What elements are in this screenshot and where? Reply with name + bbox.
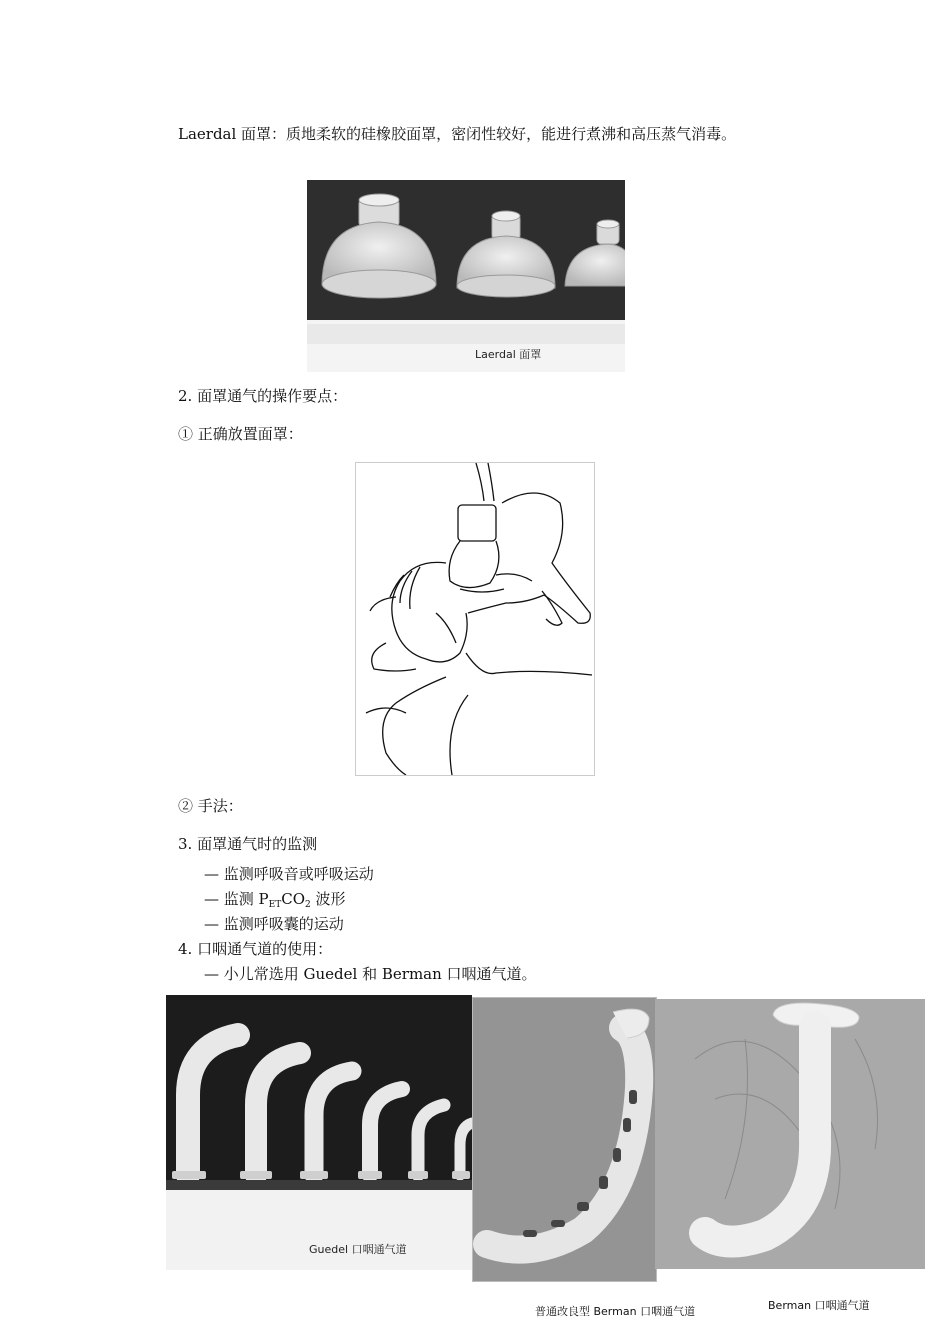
section-4-heading: 4. 口咽通气道的使用： <box>178 940 333 958</box>
petco2-prefix: — 监测 P <box>204 890 269 908</box>
berman-airway-photo <box>655 999 925 1269</box>
guedel-airway-photo <box>166 995 472 1270</box>
laerdal-mask-photo <box>307 180 625 372</box>
airway-item: — 小儿常选用 Guedel 和 Berman 口咽通气道。 <box>204 965 537 983</box>
monitor-item-breath-sounds: — 监测呼吸音或呼吸运动 <box>204 865 374 883</box>
petco2-suffix: 波形 <box>310 890 346 908</box>
modified-berman-caption: 普通改良型 Berman 口咽通气道 <box>535 1305 696 1318</box>
petco2-co: CO <box>281 890 305 908</box>
petco2-sub-2: 2 <box>305 900 311 910</box>
step-2-label: ② 手法： <box>178 797 243 815</box>
modified-berman-airway-photo <box>472 997 657 1282</box>
laerdal-paragraph: Laerdal 面罩：质地柔软的硅橡胶面罩，密闭性较好，能进行煮沸和高压蒸气消毒。 <box>178 125 737 143</box>
step-1-label: ① 正确放置面罩： <box>178 425 303 443</box>
laerdal-caption: Laerdal 面罩 <box>475 348 542 361</box>
berman-caption: Berman 口咽通气道 <box>768 1299 870 1312</box>
mask-placement-drawing <box>355 462 595 776</box>
petco2-sub-et: ET <box>268 900 282 910</box>
section-3-heading: 3. 面罩通气时的监测 <box>178 835 318 853</box>
section-2-heading: 2. 面罩通气的操作要点： <box>178 387 348 405</box>
guedel-caption: Guedel 口咽通气道 <box>309 1243 407 1256</box>
monitor-item-bag-movement: — 监测呼吸囊的运动 <box>204 915 344 933</box>
monitor-item-petco2 <box>204 889 346 915</box>
